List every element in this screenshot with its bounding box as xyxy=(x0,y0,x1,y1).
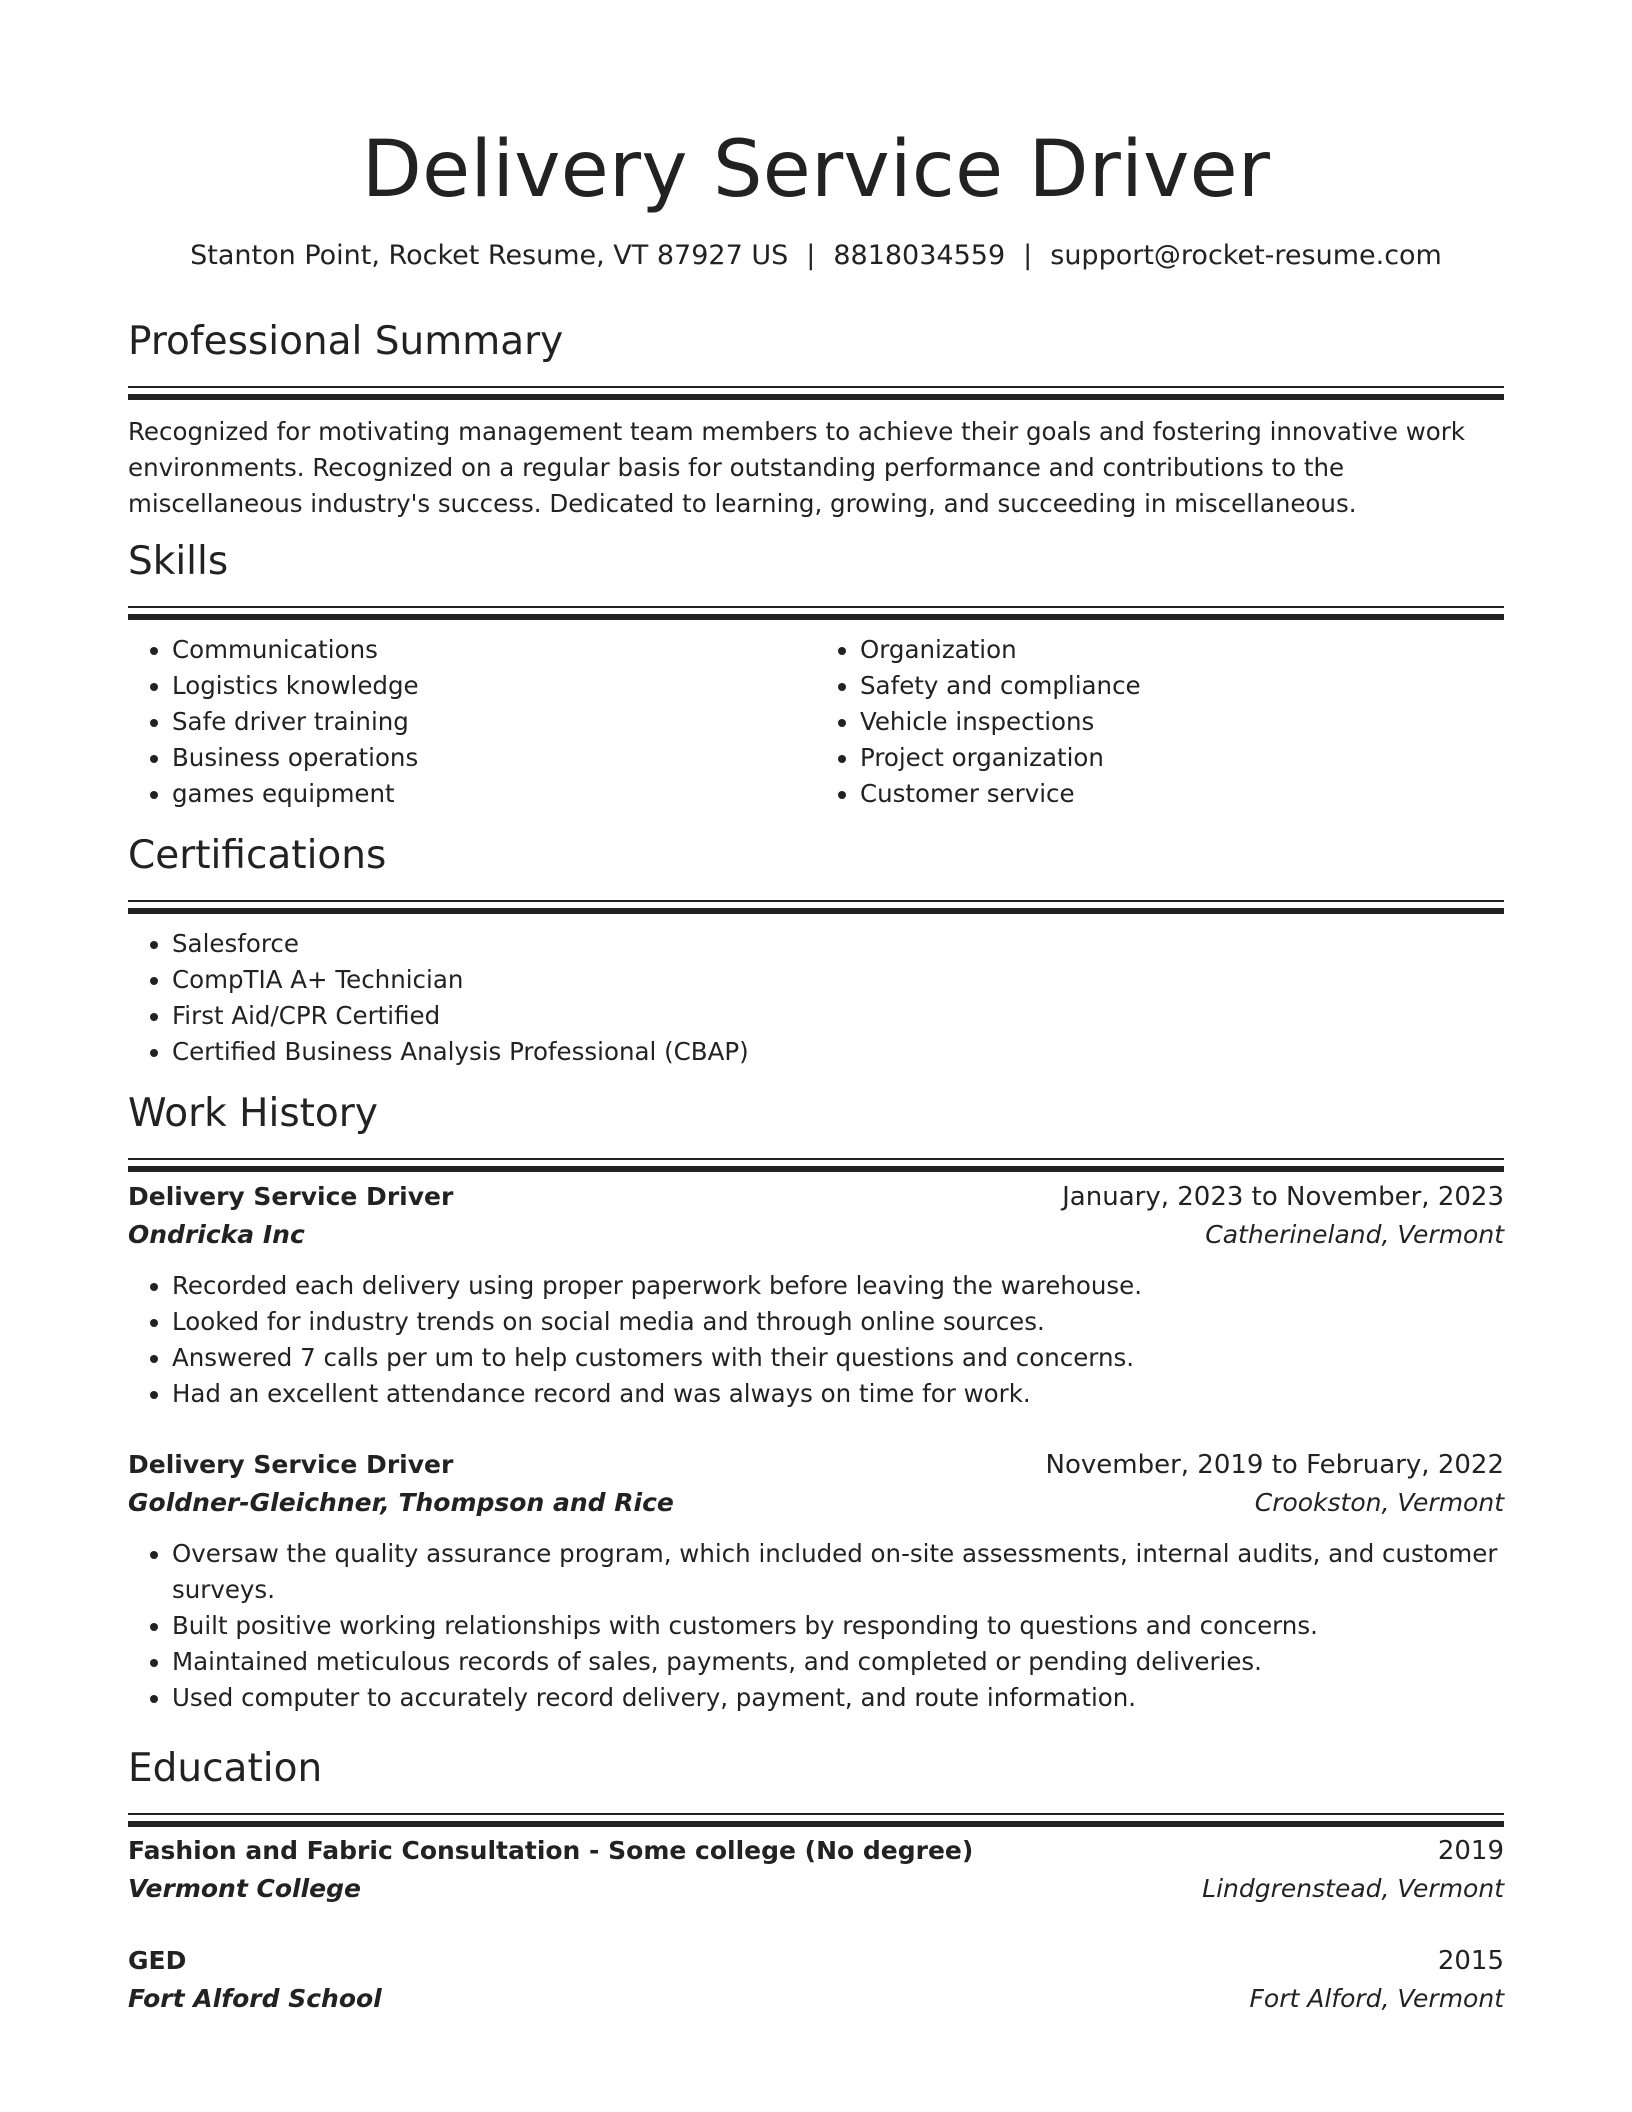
section-education xyxy=(128,1745,1504,1827)
skill-item: • Project organization xyxy=(860,740,1504,776)
contact-separator: | xyxy=(1023,240,1033,271)
skill-item: • games equipment xyxy=(172,776,816,812)
education-location: Fort Alford, Vermont xyxy=(1249,1984,1504,2013)
job-location: Catherineland, Vermont xyxy=(1205,1220,1504,1249)
education-school: Vermont College xyxy=(128,1874,361,1903)
job-dates: November, 2019 to February, 2022 xyxy=(1045,1450,1504,1480)
section-title-summary: Professional Summary xyxy=(128,319,564,364)
section-title-work: Work History xyxy=(128,1091,378,1136)
job-bullets xyxy=(128,1536,1504,1716)
skill-item: • Safe driver training xyxy=(172,704,816,740)
job-bullets xyxy=(128,1268,1504,1412)
job-bullet: • Recorded each delivery using proper paperwork before leaving the warehouse. xyxy=(172,1268,1504,1304)
skills-columns xyxy=(128,620,1504,812)
section-divider xyxy=(128,1821,1504,1827)
section-skills xyxy=(128,538,1504,812)
job-company: Ondricka Inc xyxy=(128,1220,305,1249)
job-location: Crookston, Vermont xyxy=(1254,1488,1504,1517)
education-degree: Fashion and Fabric Consultation - Some college (No degree) xyxy=(128,1836,974,1865)
certifications-list xyxy=(128,926,1504,1070)
skill-item: • Customer service xyxy=(860,776,1504,812)
skill-item: • Communications xyxy=(172,632,816,668)
skill-item: • Vehicle inspections xyxy=(860,704,1504,740)
contact-email[interactable]: support@rocket-resume.com xyxy=(1050,240,1442,271)
certification-item: • Salesforce xyxy=(172,926,1504,962)
section-divider xyxy=(128,908,1504,914)
candidate-name: Delivery Service Driver xyxy=(361,125,1271,215)
certification-item: • First Aid/CPR Certified xyxy=(172,998,1504,1034)
job-bullet: • Answered 7 calls per um to help customers with their questions and concerns. xyxy=(172,1340,1504,1376)
education-entry xyxy=(128,1942,1504,2018)
section-title-education: Education xyxy=(128,1746,323,1791)
section-divider xyxy=(128,394,1504,400)
contact-line xyxy=(0,238,1632,274)
education-year: 2019 xyxy=(1437,1836,1504,1866)
certification-item: • CompTIA A+ Technician xyxy=(172,962,1504,998)
section-divider xyxy=(128,1813,1504,1815)
job-bullet: • Used computer to accurately record delivery, payment, and route information. xyxy=(172,1680,1504,1716)
section-divider xyxy=(128,1166,1504,1172)
education-location: Lindgrenstead, Vermont xyxy=(1202,1874,1504,1903)
job-bullet: • Had an excellent attendance record and was always on time for work. xyxy=(172,1376,1504,1412)
job-bullet: • Oversaw the quality assurance program, which included on-site assessments, internal audits, and customer surveys. xyxy=(172,1536,1504,1608)
certification-item: • Certified Business Analysis Professional (CBAP) xyxy=(172,1034,1504,1070)
skill-item: • Organization xyxy=(860,632,1504,668)
section-work-history xyxy=(128,1090,1504,1172)
job-bullet: • Maintained meticulous records of sales, payments, and completed or pending deliveries. xyxy=(172,1644,1504,1680)
section-certifications xyxy=(128,832,1504,1070)
section-divider xyxy=(128,1158,1504,1160)
contact-phone[interactable]: 8818034559 xyxy=(833,240,1006,271)
skill-item: • Logistics knowledge xyxy=(172,668,816,704)
skills-list-left xyxy=(128,632,816,812)
education-entry xyxy=(128,1832,1504,1908)
summary-text: Recognized for motivating management team members to achieve their goals and fostering innovative work environments. Recognized on a regular basis for outstanding performance and contributions to the miscellaneous industry's success. Dedicated to learning, growing, and succeeding in miscellaneous. xyxy=(128,417,1465,518)
job-company: Goldner-Gleichner, Thompson and Rice xyxy=(128,1488,674,1517)
section-divider xyxy=(128,900,1504,902)
education-school: Fort Alford School xyxy=(128,1984,382,2013)
education-degree: GED xyxy=(128,1946,187,1975)
contact-address: Stanton Point, Rocket Resume, VT 87927 US xyxy=(190,240,789,271)
section-divider xyxy=(128,386,1504,388)
skill-item: • Business operations xyxy=(172,740,816,776)
section-divider xyxy=(128,606,1504,608)
skill-item: • Safety and compliance xyxy=(860,668,1504,704)
section-title-certifications: Certifications xyxy=(128,833,387,878)
job-bullet: • Looked for industry trends on social media and through online sources. xyxy=(172,1304,1504,1340)
job-dates: January, 2023 to November, 2023 xyxy=(1062,1182,1504,1212)
section-summary xyxy=(128,318,1504,522)
job-bullet: • Built positive working relationships with customers by responding to questions and concerns. xyxy=(172,1608,1504,1644)
skills-list-right xyxy=(816,632,1504,812)
job-title: Delivery Service Driver xyxy=(128,1450,454,1479)
job-title: Delivery Service Driver xyxy=(128,1182,454,1211)
contact-separator: | xyxy=(806,240,816,271)
education-year: 2015 xyxy=(1437,1946,1504,1976)
job-entry xyxy=(128,1178,1504,1412)
job-entry xyxy=(128,1446,1504,1716)
section-title-skills: Skills xyxy=(128,539,229,584)
